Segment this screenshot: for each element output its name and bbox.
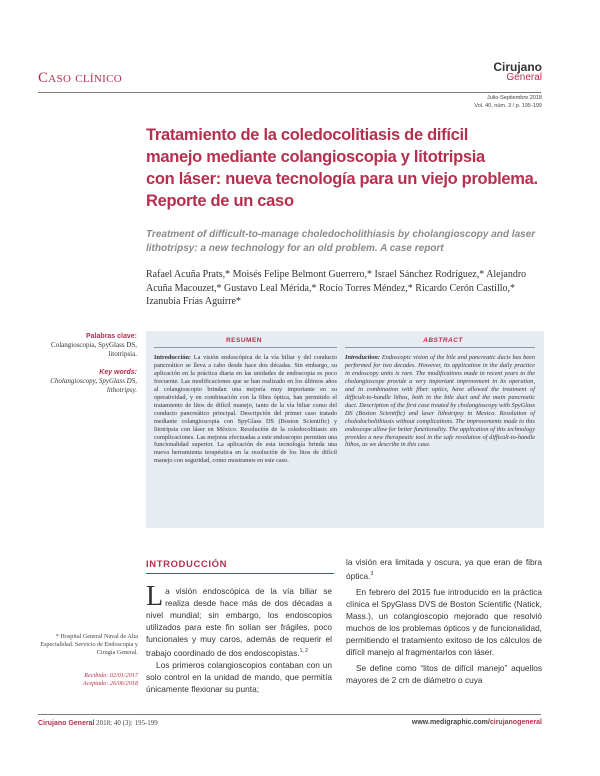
resumen-lead: Introducción: xyxy=(154,354,191,361)
drop-cap: L xyxy=(146,581,164,612)
footer-rule xyxy=(38,714,541,715)
abstract-lead: Introduction: xyxy=(345,354,380,361)
resumen-body: La visión endoscópica de la vía biliar y del conducto pancreático se lleva a cabo desde hace dos décadas. Sin embargo, su aplicación en la práctica diaria en las unidades de endoscopia es poco frecuente. Las modificaciones que se han realizado en los últimos años al colangioscopio brindan una mejoría muy importante en su operatividad, y en combinación con la fibra óptica, han permitido el tratamiento de litos de difícil manejo, tanto de la vía biliar como del conducto pancreático principal. Descripción del primer caso tratado mediante colangioscopia con SpyGlass DS (Boston Scientific) y litotripsia con láser en México. Resolución de la coledocolitiasis sin complicaciones. Las mejoras efectuadas a este endoscopio permiten una funcionalidad superior. La aplicación de esta tecnología brinda una nueva herramienta terapéutica en la resolución de los litos de difícil manejo con seguridad, como mostramos en este caso. xyxy=(154,354,337,465)
paragraph xyxy=(146,581,332,659)
title-line: Reporte de un caso xyxy=(146,192,294,210)
paragraph: Los primeros colangioscopios contaban con un solo control en la unidad de mando, que permitía únicamente flexionar su punta; xyxy=(146,659,332,694)
abstract-heading: ABSTRACT xyxy=(423,337,463,344)
reference: 3 xyxy=(370,571,374,577)
issue-date: Julio-Septiembre 2018 xyxy=(486,95,542,101)
journal-logo-sub: General xyxy=(506,72,542,83)
abstract-text xyxy=(345,354,535,449)
reference: 1, 2 xyxy=(299,648,308,654)
resumen-text xyxy=(154,354,337,465)
title-line: Tratamiento de la coledocolitiasis de difícil xyxy=(146,126,469,144)
paragraph: Se define como “litos de difícil manejo” aquellos mayores de 2 cm de diámetro o cuya xyxy=(346,662,542,685)
keywords-en-heading: Key words: xyxy=(99,369,137,376)
resumen-heading: RESUMEN xyxy=(225,337,262,344)
english-title: Treatment of difficult-to-manage choledocholithiasis by cholangioscopy and laser lithotripsy: a new technology for an old problem. A case report xyxy=(146,229,536,254)
footer-url-prefix: www.medigraphic.com/ xyxy=(411,719,490,726)
keywords-es: Colangioscopia, SpyGlass DS, litotripsia. xyxy=(51,341,137,358)
paragraph: En febrero del 2015 fue introducido en la práctica clínica el SpyGlass DVS de Boston Scientific (Natick, Mass.), un colangioscopio mejorado que resolvió muchos de los problemas ópticos y de funcionalidad, permitiendo el tratamiento exitoso de los cálculos de difícil manejo al fragmentarlos con láser. xyxy=(346,586,542,657)
affiliation: * Hospital General Naval de Alta Especialidad. Servicio de Endoscopia y Cirugía General. xyxy=(40,633,138,656)
body-column-1 xyxy=(146,581,332,695)
abstract-body: Endoscopic vision of the bile and pancreatic ducts has been performed for two decades. However, its application in the daily practice in endoscopy units is rare. The modifications made in recent years to the cholangioscope provide a very important improvement in its operation, and in combination with fiber optics, have allowed the treatment of difficult-to-handle lithos, both in the bile duct and the main pancreatic duct. Description of the first case treated by cholangioscopy with SpyGlass DS (Boston Scientific) and laser lithotripsy in Mexico. Resolution of choledocholithiasis without complications. The improvements made to this endoscope allow for better functionality. The application of this technology provides a new therapeutic tool in the safe resolution of difficult-to-handle lithos, as we describe in this case. xyxy=(345,354,536,449)
section-label: Caso clínico xyxy=(38,70,122,86)
introduction-heading: INTRODUCCIÓN xyxy=(146,559,228,570)
footer-journal: Cirujano General xyxy=(38,720,95,727)
introduction-rule xyxy=(146,573,334,574)
footer-citation-text: 2018; 40 (3): 195-199 xyxy=(94,719,158,727)
keywords xyxy=(38,332,137,395)
header-rule xyxy=(38,92,541,93)
body-column-2 xyxy=(346,556,542,686)
article-title xyxy=(146,124,546,212)
footer-url-suffix: cirujanogeneral xyxy=(489,719,542,726)
abstract-rule xyxy=(345,347,535,348)
keywords-en: Cholangioscopy, SpyGlass DS, lithotripsy. xyxy=(50,377,137,394)
title-line: manejo mediante colangioscopia y litotripsia xyxy=(146,148,485,166)
resumen-rule xyxy=(154,347,337,348)
dates xyxy=(38,672,138,688)
footer-citation xyxy=(38,719,158,727)
issue-volume: Vol. 40, núm. 3 / p. 195-199 xyxy=(474,103,542,109)
received-date: Recibido: 02/01/2017 xyxy=(84,672,138,679)
paragraph-text: la visión era limitada y oscura, ya que eran de fibra óptica. xyxy=(346,557,542,581)
authors: Rafael Acuña Prats,* Moisés Felipe Belmont Guerrero,* Israel Sánchez Rodríguez,* Alejandro Acuña Macouzet,* Gustavo Leal Mérida,* Rocío Torres Méndez,* Ricardo Cerón Castillo,* Izanubia Frías Aguirre* xyxy=(146,269,527,307)
paragraph xyxy=(346,556,542,582)
keywords-es-heading: Palabras clave: xyxy=(86,333,137,340)
paragraph-text: a visión endoscópica de la vía biliar se realiza desde hace más de dos décadas a nivel mundial; sin embargo, los endoscopios utilizados para este fin solían ser frágiles, poco funcionales y muy caros, además de requerir el trabajo coordinado de dos endoscopistas. xyxy=(146,586,332,658)
accepted-date: Aceptado: 26/06/2018 xyxy=(82,680,138,687)
footer-url[interactable] xyxy=(360,719,542,726)
title-line: con láser: nueva tecnología para un viejo problema. xyxy=(146,170,538,188)
journal-logo-name: Cirujano xyxy=(493,60,542,74)
